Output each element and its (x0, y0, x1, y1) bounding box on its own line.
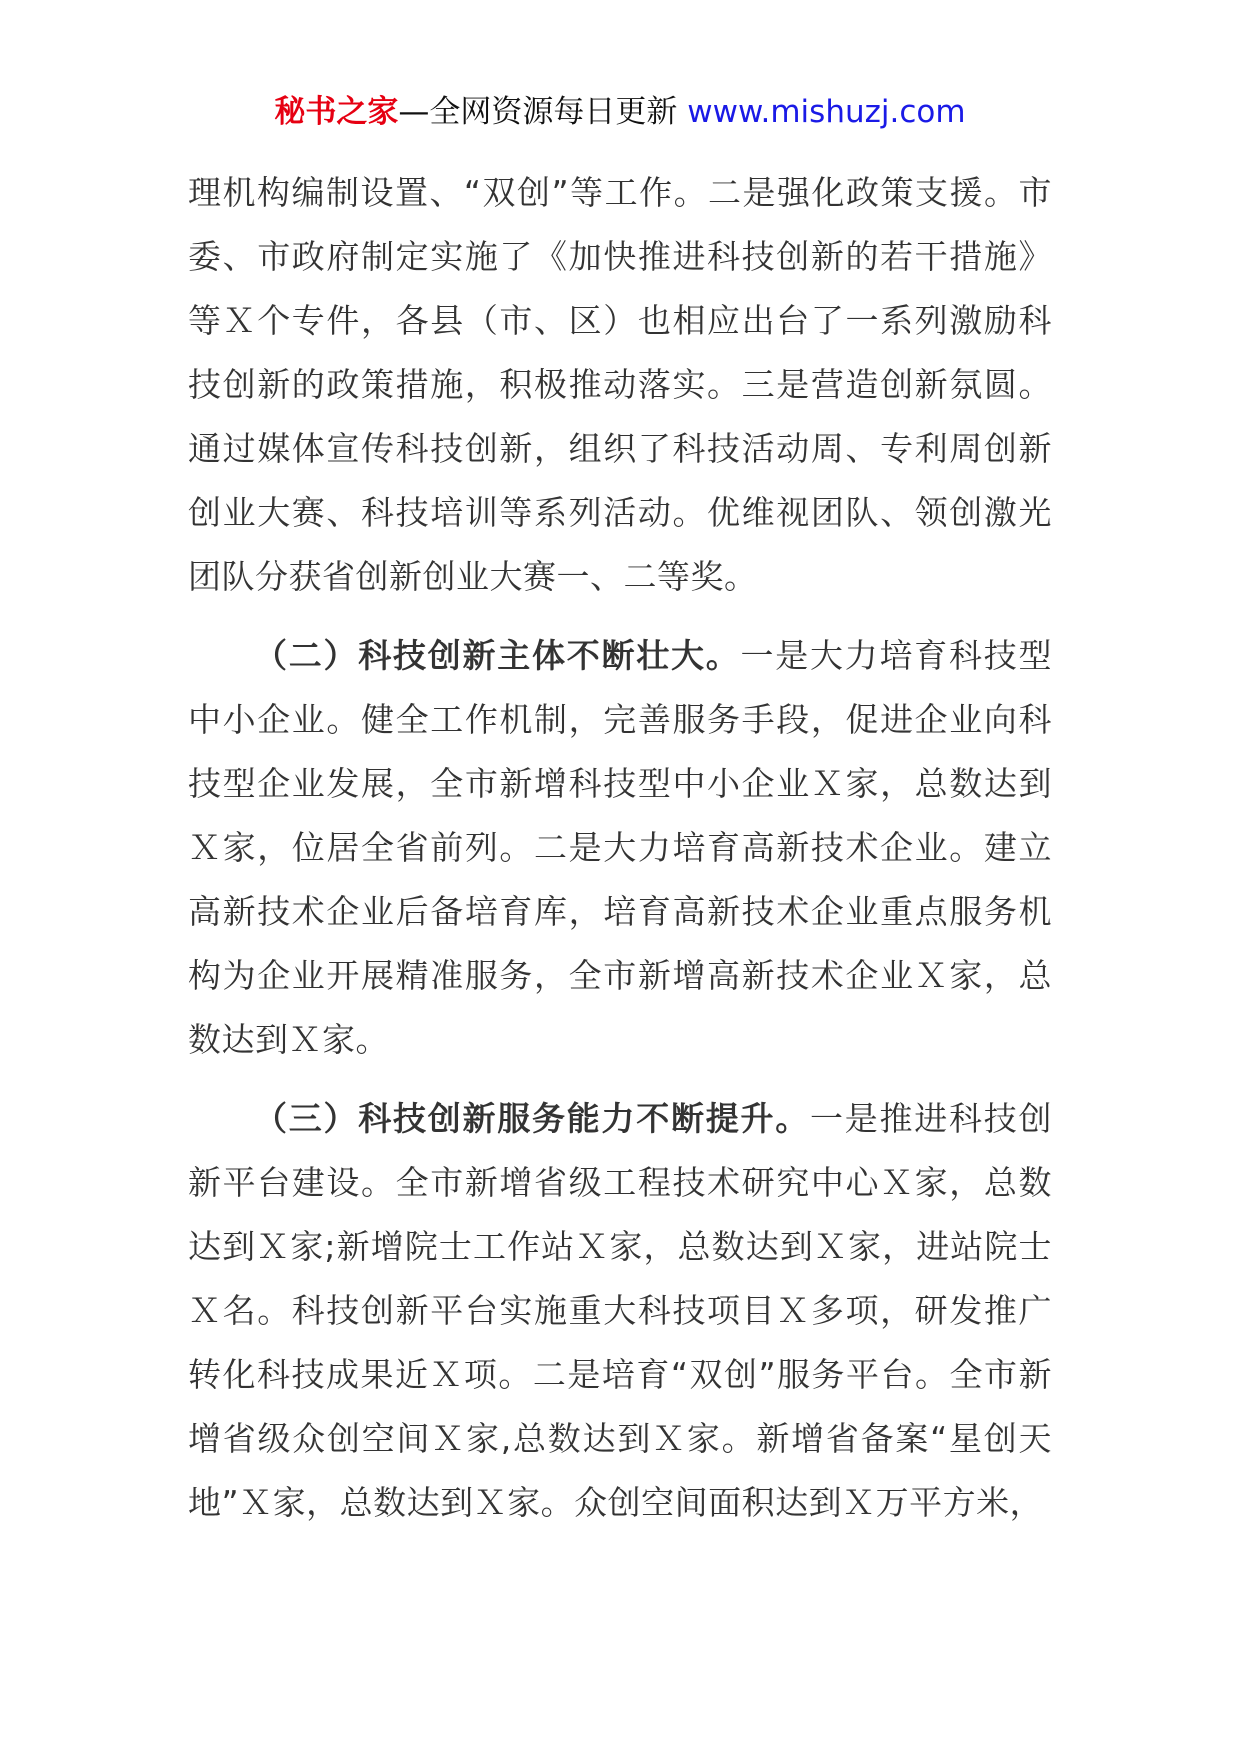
website-link[interactable]: www.mishuzj.com (687, 94, 966, 130)
brand-name: 秘书之家 (274, 94, 399, 130)
paragraph-1 (188, 161, 1052, 609)
header-tagline: —全网资源每日更新 (398, 94, 688, 130)
paragraph-text: 一是推进科技创新平台建设。全市新增省级工程技术研究中心Ｘ家，总数达到Ｘ家;新增院士工作站Ｘ家，总数达到Ｘ家，进站院士Ｘ名。科技创新平台实施重大科技项目Ｘ多项，研发推广转化科技成果近Ｘ项。二是培育“双创”服务平台。全市新增省级众创空间Ｘ家,总数达到Ｘ家。新增省备案“星创天地”Ｘ家，总数达到Ｘ家。众创空间面积达到Ｘ万平方米， (188, 1099, 1052, 1522)
section-heading-3: （三）科技创新服务能力不断提升。 (254, 1099, 810, 1138)
document-body (188, 161, 1052, 1535)
section-heading-2: （二）科技创新主体不断壮大。 (254, 636, 741, 675)
paragraph-text: 一是大力培育科技型中小企业。健全工作机制，完善服务手段，促进企业向科技型企业发展，全市新增科技型中小企业Ｘ家，总数达到Ｘ家，位居全省前列。二是大力培育高新技术企业。建立高新技术企业后备培育库，培育高新技术企业重点服务机构为企业开展精准服务，全市新增高新技术企业Ｘ家，总数达到Ｘ家。 (188, 636, 1052, 1059)
paragraph-3 (188, 1087, 1052, 1535)
page-header (0, 92, 1240, 132)
paragraph-2 (188, 624, 1052, 1072)
paragraph-text: 理机构编制设置、“双创”等工作。二是强化政策支援。市委、市政府制定实施了《加快推进科技创新的若干措施》等Ｘ个专件，各县（市、区）也相应出台了一系列激励科技创新的政策措施，积极推动落实。三是营造创新氛圆。通过媒体宣传科技创新，组织了科技活动周、专利周创新创业大赛、科技培训等系列活动。优维视团队、领创激光团队分获省创新创业大赛一、二等奖。 (188, 173, 1052, 596)
